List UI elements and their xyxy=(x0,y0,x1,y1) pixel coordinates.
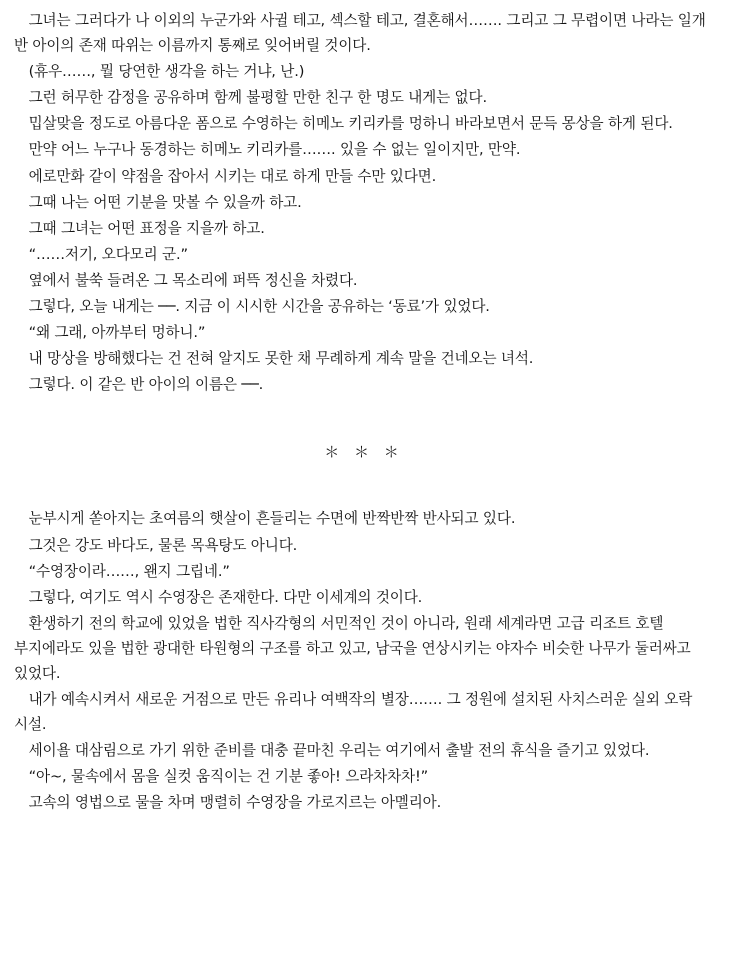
paragraph: 눈부시게 쏟아지는 초여름의 햇살이 흔들리는 수면에 반짝반짝 반사되고 있다. xyxy=(28,510,516,528)
paragraph: 세이욜 대삼림으로 가기 위한 준비를 대충 끝마친 우리는 여기에서 출발 전의 휴식을 즐기고 있었다. xyxy=(28,742,650,760)
paragraph: “수영장이라……, 왠지 그립네.” xyxy=(28,562,230,580)
paragraph: 만약 어느 누구나 동경하는 히메노 키리카를……. 있을 수 없는 일이지만, 만약. xyxy=(28,141,521,159)
paragraph: 그렇다, 여기도 역시 수영장은 존재한다. 다만 이세계의 것이다. xyxy=(28,588,423,606)
paragraph: 고속의 영법으로 물을 차며 맹렬히 수영장을 가로지르는 아멜리아. xyxy=(28,794,442,812)
paragraph: 그녀는 그러다가 나 이외의 누군가와 사귈 테고, 섹스할 테고, 결혼해서……. 그리고 그 무렵이면 나라는 일개 반 아이의 존재 따위는 이름까지 통째로 잊어버릴 것이다. xyxy=(14,12,706,55)
paragraph: 그렇다. 이 같은 반 아이의 이름은 ──. xyxy=(28,376,264,394)
paragraph: “아~, 물속에서 몸을 실컷 움직이는 건 기분 좋아! 으라차차차!” xyxy=(28,768,429,786)
section-two xyxy=(14,506,714,815)
paragraph: (휴우……, 뭘 당연한 생각을 하는 거냐, 난.) xyxy=(28,63,305,81)
paragraph: 에로만화 같이 약점을 잡아서 시키는 대로 하게 만들 수만 있다면. xyxy=(28,167,437,185)
paragraph: 옆에서 불쑥 들려온 그 목소리에 퍼뜩 정신을 차렸다. xyxy=(28,271,358,289)
paragraph: 환생하기 전의 학교에 있었을 법한 직사각형의 서민적인 것이 아니라, 원래 세계라면 고급 리조트 호텔 부지에라도 있을 법한 광대한 타원형의 구조를 하고 있고, 남국을 연상시키는 야자수 비슷한 나무가 둘러싸고 있었다. xyxy=(14,614,691,682)
paragraph: 밉살맞을 정도로 아름다운 폼으로 수영하는 히메노 키리카를 멍하니 바라보면서 문득 몽상을 하게 된다. xyxy=(28,115,673,133)
paragraph: 그렇다, 오늘 내게는 ──. 지금 이 시시한 시간을 공유하는 ‘동료’가 있었다. xyxy=(28,298,490,316)
paragraph: 그런 허무한 감정을 공유하며 함께 불평할 만한 친구 한 명도 내게는 없다. xyxy=(28,89,487,107)
paragraph: 내 망상을 방해했다는 건 전혀 알지도 못한 채 무례하게 계속 말을 건네오는 녀석. xyxy=(28,350,534,368)
paragraph: 그때 그녀는 어떤 표정을 지을까 하고. xyxy=(28,219,265,237)
paragraph: “왜 그래, 아까부터 멍하니.” xyxy=(28,324,206,342)
scene-break: ＊ ＊ ＊ xyxy=(324,443,404,462)
paragraph: “……저기, 오다모리 군.” xyxy=(28,245,188,263)
paragraph: 그것은 강도 바다도, 물론 목욕탕도 아니다. xyxy=(28,536,298,554)
paragraph: 그때 나는 어떤 기분을 맛볼 수 있을까 하고. xyxy=(28,193,302,211)
section-one xyxy=(14,8,714,397)
paragraph: 내가 예속시켜서 새로운 거점으로 만든 유리나 여백작의 별장……. 그 정원에 설치된 사치스러운 실외 오락 시설. xyxy=(14,691,693,734)
